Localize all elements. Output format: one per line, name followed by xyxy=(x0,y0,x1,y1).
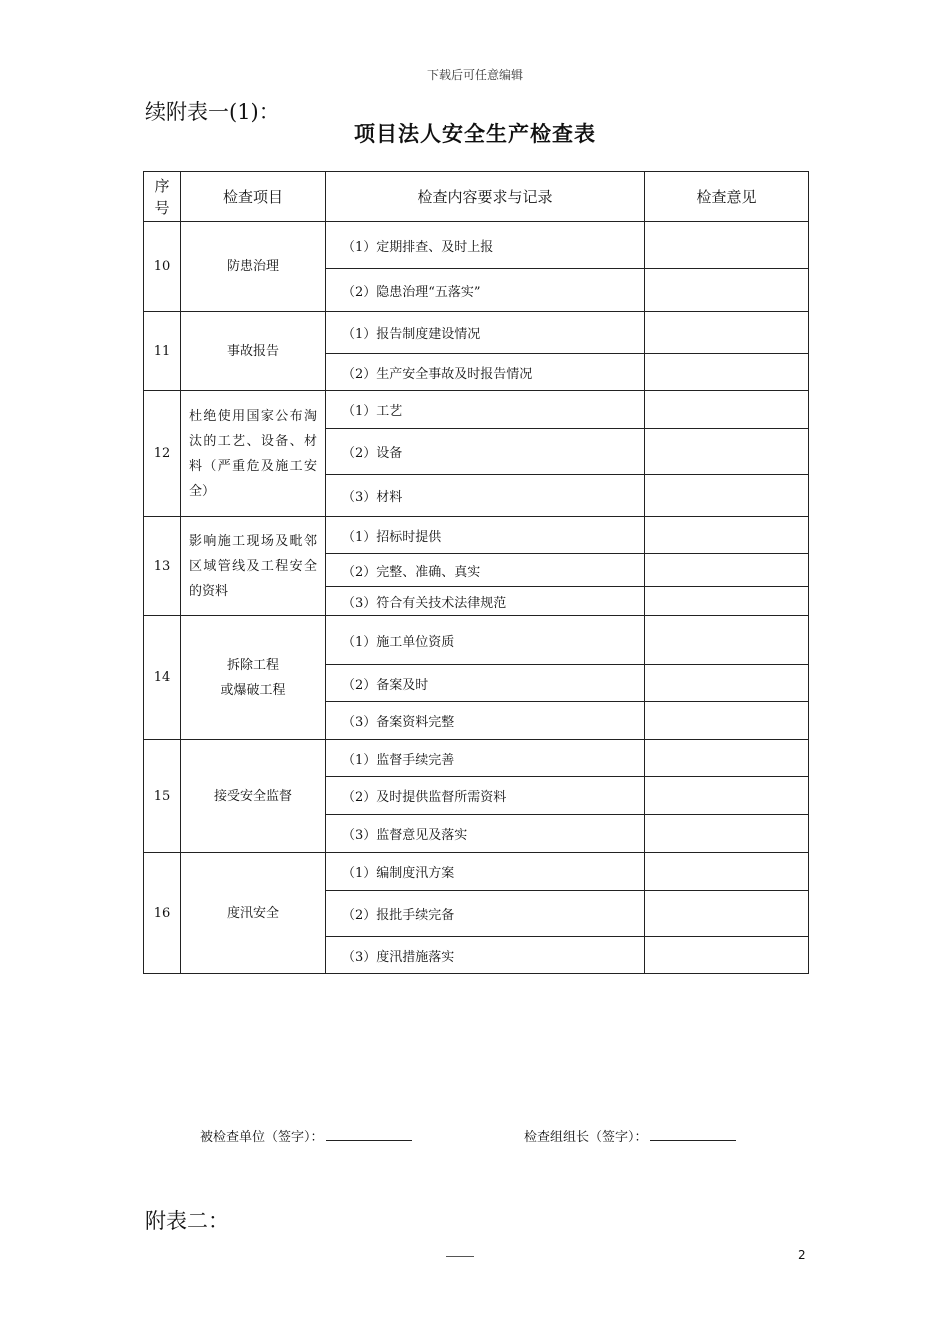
footer-divider xyxy=(446,1256,474,1257)
seq-cell: 14 xyxy=(144,616,181,740)
appendix2-label: 附表二： xyxy=(145,1209,229,1233)
requirement-cell: （3）监督意见及落实 xyxy=(326,815,645,853)
item-cell: 事故报告 xyxy=(181,312,326,391)
opinion-cell[interactable] xyxy=(645,554,809,587)
seq-cell: 11 xyxy=(144,312,181,391)
inspected-unit-label: 被检查单位（签字）： xyxy=(200,1130,324,1145)
opinion-cell[interactable] xyxy=(645,269,809,312)
header-seq-bottom: 号 xyxy=(154,198,170,217)
table-row xyxy=(144,517,809,554)
opinion-cell[interactable] xyxy=(645,937,809,974)
requirement-cell: （2）完整、准确、真实 xyxy=(326,554,645,587)
requirement-cell: （1）编制度汛方案 xyxy=(326,853,645,891)
seq-cell: 10 xyxy=(144,222,181,312)
requirement-cell: （3）材料 xyxy=(326,475,645,517)
requirement-cell: （1）报告制度建设情况 xyxy=(326,312,645,354)
seq-cell: 12 xyxy=(144,391,181,517)
requirement-cell: （1）招标时提供 xyxy=(326,517,645,554)
header-note: 下载后可任意编辑 xyxy=(426,68,523,82)
seq-cell: 15 xyxy=(144,740,181,853)
opinion-cell[interactable] xyxy=(645,665,809,702)
requirement-cell: （1）工艺 xyxy=(326,391,645,429)
header-item: 检查项目 xyxy=(181,172,326,222)
opinion-cell[interactable] xyxy=(645,891,809,937)
header-opinion: 检查意见 xyxy=(645,172,809,222)
header-requirements: 检查内容要求与记录 xyxy=(326,172,645,222)
item-cell: 度汛安全 xyxy=(181,853,326,974)
header-seq-top: 序 xyxy=(154,176,170,195)
requirement-cell: （1）定期排查、及时上报 xyxy=(326,222,645,269)
requirement-cell: （2）设备 xyxy=(326,429,645,475)
item-line: 或爆破工程 xyxy=(220,682,286,698)
requirement-cell: （2）备案及时 xyxy=(326,665,645,702)
opinion-cell[interactable] xyxy=(645,616,809,665)
opinion-cell[interactable] xyxy=(645,312,809,354)
team-leader-signature-line[interactable] xyxy=(650,1128,736,1141)
item-cell xyxy=(181,616,326,740)
item-cell: 接受安全监督 xyxy=(181,740,326,853)
continuation-label: 续附表一(1)： xyxy=(145,100,280,124)
requirement-cell: （2）生产安全事故及时报告情况 xyxy=(326,354,645,391)
table-row xyxy=(144,222,809,269)
opinion-cell[interactable] xyxy=(645,740,809,777)
opinion-cell[interactable] xyxy=(645,815,809,853)
seq-cell: 16 xyxy=(144,853,181,974)
item-cell: 影响施工现场及毗邻区域管线及工程安全的资料 xyxy=(181,517,326,616)
opinion-cell[interactable] xyxy=(645,429,809,475)
inspected-unit-signature-line[interactable] xyxy=(326,1128,412,1141)
item-cell: 杜绝使用国家公布淘汰的工艺、设备、材料（严重危及施工安全） xyxy=(181,391,326,517)
team-leader-signature xyxy=(524,1126,736,1145)
opinion-cell[interactable] xyxy=(645,354,809,391)
page-number: 2 xyxy=(798,1248,806,1262)
header-seq xyxy=(144,172,181,222)
requirement-cell: （3）符合有关技术法律规范 xyxy=(326,587,645,616)
requirement-cell: （2）及时提供监督所需资料 xyxy=(326,777,645,815)
table-row xyxy=(144,391,809,429)
item-line: 拆除工程 xyxy=(226,657,279,673)
table-row xyxy=(144,740,809,777)
table-row xyxy=(144,312,809,354)
safety-check-table xyxy=(143,171,809,974)
page-title: 项目法人安全生产检查表 xyxy=(354,121,596,146)
table-row xyxy=(144,853,809,891)
opinion-cell[interactable] xyxy=(645,853,809,891)
opinion-cell[interactable] xyxy=(645,777,809,815)
requirement-cell: （1）监督手续完善 xyxy=(326,740,645,777)
requirement-cell: （3）备案资料完整 xyxy=(326,702,645,740)
opinion-cell[interactable] xyxy=(645,391,809,429)
inspected-unit-signature xyxy=(200,1126,412,1145)
opinion-cell[interactable] xyxy=(645,475,809,517)
team-leader-label: 检查组组长（签字）： xyxy=(524,1130,648,1145)
opinion-cell[interactable] xyxy=(645,587,809,616)
opinion-cell[interactable] xyxy=(645,222,809,269)
opinion-cell[interactable] xyxy=(645,517,809,554)
table-header-row xyxy=(144,172,809,222)
seq-cell: 13 xyxy=(144,517,181,616)
requirement-cell: （1）施工单位资质 xyxy=(326,616,645,665)
opinion-cell[interactable] xyxy=(645,702,809,740)
item-cell: 防患治理 xyxy=(181,222,326,312)
requirement-cell: （2）隐患治理“五落实” xyxy=(326,269,645,312)
requirement-cell: （3）度汛措施落实 xyxy=(326,937,645,974)
requirement-cell: （2）报批手续完备 xyxy=(326,891,645,937)
table-row xyxy=(144,616,809,665)
